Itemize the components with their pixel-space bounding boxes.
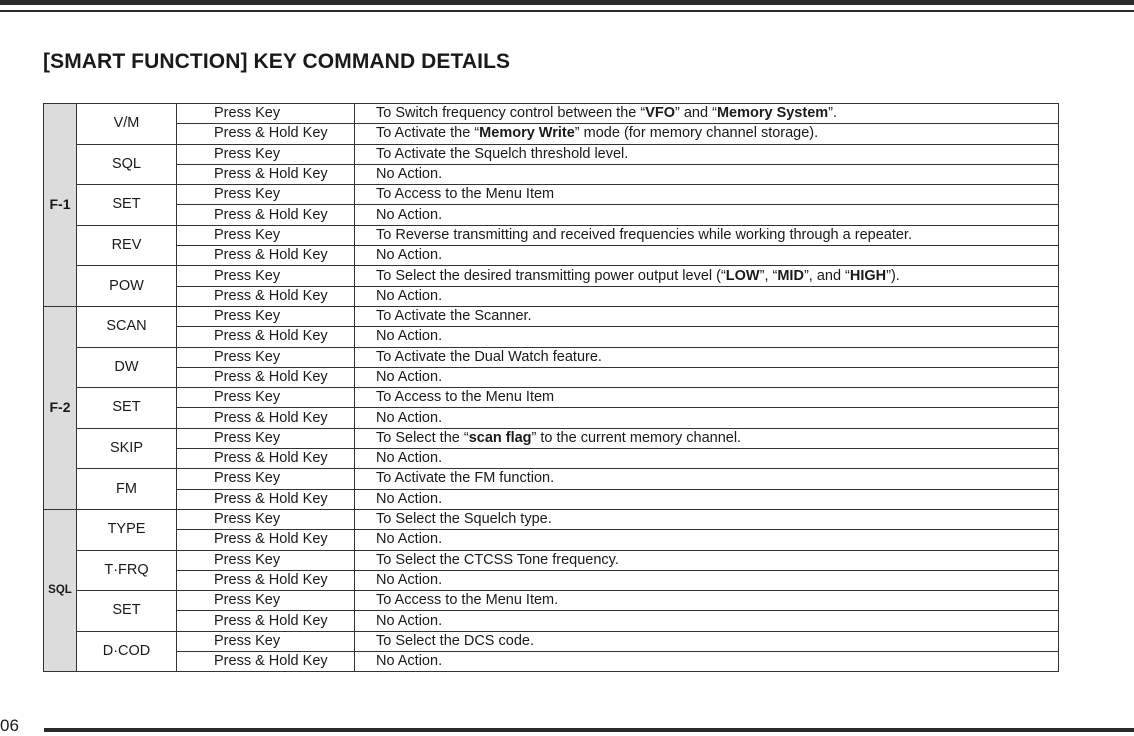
table-row (44, 347, 1059, 367)
footer-rule (44, 728, 1134, 732)
desc-text: No Action. (376, 206, 443, 223)
table-row (44, 509, 1059, 529)
bold-term: VFO (645, 105, 676, 122)
key-mode: Press & Hold Key (177, 570, 355, 590)
key-mode: Press & Hold Key (177, 164, 355, 184)
table-row (44, 428, 1059, 448)
key-description (355, 286, 1059, 306)
bold-term: HIGH (849, 267, 887, 284)
desc-text: ” and “ (675, 105, 717, 122)
key-mode: Press Key (177, 591, 355, 611)
table-row (44, 144, 1059, 164)
table-row (44, 306, 1059, 326)
desc-text: To Switch frequency control between the “ (376, 105, 646, 122)
table-row (44, 225, 1059, 245)
top-rule-thin (0, 10, 1134, 12)
bold-term: scan flag (468, 429, 532, 446)
desc-text: To Access to the Menu Item (376, 186, 555, 203)
key-mode: Press & Hold Key (177, 205, 355, 225)
key-name: FM (77, 469, 177, 510)
key-description (355, 205, 1059, 225)
key-mode: Press Key (177, 509, 355, 529)
desc-text: To Activate the “ (376, 125, 480, 142)
desc-text: No Action. (376, 328, 443, 345)
key-description (355, 367, 1059, 387)
desc-text: ”, “ (759, 267, 778, 284)
key-command-table-body (44, 104, 1059, 672)
key-description (355, 591, 1059, 611)
desc-text: To Select the “ (376, 429, 469, 446)
page-title: [SMART FUNCTION] KEY COMMAND DETAILS (43, 50, 511, 73)
bold-term: LOW (725, 267, 760, 284)
table-row (44, 124, 1059, 144)
table-row (44, 388, 1059, 408)
desc-text: To Activate the Dual Watch feature. (376, 348, 602, 365)
key-description (355, 530, 1059, 550)
key-mode: Press & Hold Key (177, 286, 355, 306)
desc-text: No Action. (376, 571, 443, 588)
table-row (44, 591, 1059, 611)
table-row (44, 164, 1059, 184)
desc-text: No Action. (376, 287, 443, 304)
desc-text: To Activate the Squelch threshold level. (376, 145, 629, 162)
table-row (44, 652, 1059, 672)
table-row (44, 246, 1059, 266)
group-label: F-2 (44, 306, 77, 509)
table-row (44, 205, 1059, 225)
key-mode: Press Key (177, 469, 355, 489)
desc-text: ”). (886, 267, 900, 284)
key-mode: Press & Hold Key (177, 327, 355, 347)
desc-text: No Action. (376, 247, 443, 264)
table-row (44, 570, 1059, 590)
key-mode: Press & Hold Key (177, 367, 355, 387)
key-name: TYPE (77, 509, 177, 550)
table-row (44, 327, 1059, 347)
key-description (355, 164, 1059, 184)
key-description (355, 327, 1059, 347)
key-mode: Press Key (177, 144, 355, 164)
key-mode: Press & Hold Key (177, 449, 355, 469)
desc-text: No Action. (376, 369, 443, 385)
key-description (355, 408, 1059, 428)
key-mode: Press Key (177, 225, 355, 245)
table-row (44, 367, 1059, 387)
key-mode: Press Key (177, 185, 355, 205)
desc-text: No Action. (376, 531, 443, 548)
table-row (44, 550, 1059, 570)
key-name: SKIP (77, 428, 177, 469)
group-label: F-1 (44, 104, 77, 307)
key-name: SCAN (77, 306, 177, 347)
key-description (355, 449, 1059, 469)
desc-text: To Select the DCS code. (376, 632, 534, 649)
key-description (355, 570, 1059, 590)
key-description (355, 550, 1059, 570)
desc-text: ”. (828, 105, 838, 122)
table-row (44, 104, 1059, 124)
desc-text: No Action. (376, 653, 443, 670)
table-row (44, 185, 1059, 205)
key-description (355, 509, 1059, 529)
key-command-table (43, 103, 1059, 672)
key-description (355, 306, 1059, 326)
bold-term: Memory Write (479, 125, 575, 142)
desc-text: To Select the desired transmitting power output level (“ (376, 267, 726, 284)
key-name: D·COD (77, 631, 177, 672)
desc-text: ” to the current memory channel. (531, 429, 742, 446)
bold-term: MID (777, 267, 804, 284)
key-mode: Press Key (177, 347, 355, 367)
key-description (355, 428, 1059, 448)
key-name: SET (77, 591, 177, 632)
table-row (44, 266, 1059, 286)
desc-text: ” mode (for memory channel storage). (574, 125, 819, 142)
desc-text: To Select the Squelch type. (376, 511, 552, 528)
key-name: SET (77, 185, 177, 226)
desc-text: No Action. (376, 166, 443, 183)
key-description (355, 225, 1059, 245)
desc-text: No Action. (376, 409, 443, 426)
table-row (44, 408, 1059, 428)
key-name: T·FRQ (77, 550, 177, 591)
table-row (44, 530, 1059, 550)
key-description (355, 631, 1059, 651)
desc-text: To Access to the Menu Item (376, 389, 555, 406)
key-description (355, 469, 1059, 489)
desc-text: To Select the CTCSS Tone frequency. (376, 551, 619, 568)
key-description (355, 124, 1059, 144)
key-name: SQL (77, 144, 177, 185)
key-description (355, 388, 1059, 408)
key-mode: Press Key (177, 306, 355, 326)
key-description (355, 144, 1059, 164)
key-description (355, 185, 1059, 205)
key-description (355, 489, 1059, 509)
key-description (355, 266, 1059, 286)
key-mode: Press & Hold Key (177, 408, 355, 428)
key-description (355, 104, 1059, 124)
key-mode: Press & Hold Key (177, 489, 355, 509)
key-description (355, 611, 1059, 631)
bold-term: Memory System (716, 105, 829, 122)
key-mode: Press & Hold Key (177, 246, 355, 266)
key-name: REV (77, 225, 177, 266)
desc-text: To Activate the FM function. (376, 470, 555, 487)
key-mode: Press & Hold Key (177, 530, 355, 550)
desc-text: No Action. (376, 450, 443, 467)
desc-text: To Reverse transmitting and received frequencies while working through a repeater. (376, 226, 912, 243)
table-row (44, 631, 1059, 651)
key-name: SET (77, 388, 177, 429)
desc-text: To Access to the Menu Item. (376, 592, 559, 609)
desc-text: ”, and “ (803, 267, 850, 284)
desc-text: To Activate the Scanner. (376, 308, 532, 325)
key-name: DW (77, 347, 177, 388)
group-label: SQL (44, 509, 77, 671)
table-row (44, 489, 1059, 509)
key-description (355, 652, 1059, 672)
key-name: POW (77, 266, 177, 307)
table-row (44, 611, 1059, 631)
key-mode: Press Key (177, 550, 355, 570)
desc-text: No Action. (376, 490, 443, 507)
table-row (44, 469, 1059, 489)
key-mode: Press Key (177, 428, 355, 448)
key-description (355, 347, 1059, 367)
page-number: 06 (0, 716, 19, 735)
key-mode: Press & Hold Key (177, 652, 355, 672)
table-row (44, 286, 1059, 306)
key-mode: Press Key (177, 266, 355, 286)
key-mode: Press Key (177, 631, 355, 651)
key-mode: Press Key (177, 388, 355, 408)
desc-text: No Action. (376, 612, 443, 629)
top-rule-thick (0, 0, 1134, 5)
key-mode: Press & Hold Key (177, 124, 355, 144)
key-name: V/M (77, 104, 177, 145)
table-row (44, 449, 1059, 469)
key-description (355, 246, 1059, 266)
key-mode: Press & Hold Key (177, 611, 355, 631)
key-mode: Press Key (177, 104, 355, 124)
